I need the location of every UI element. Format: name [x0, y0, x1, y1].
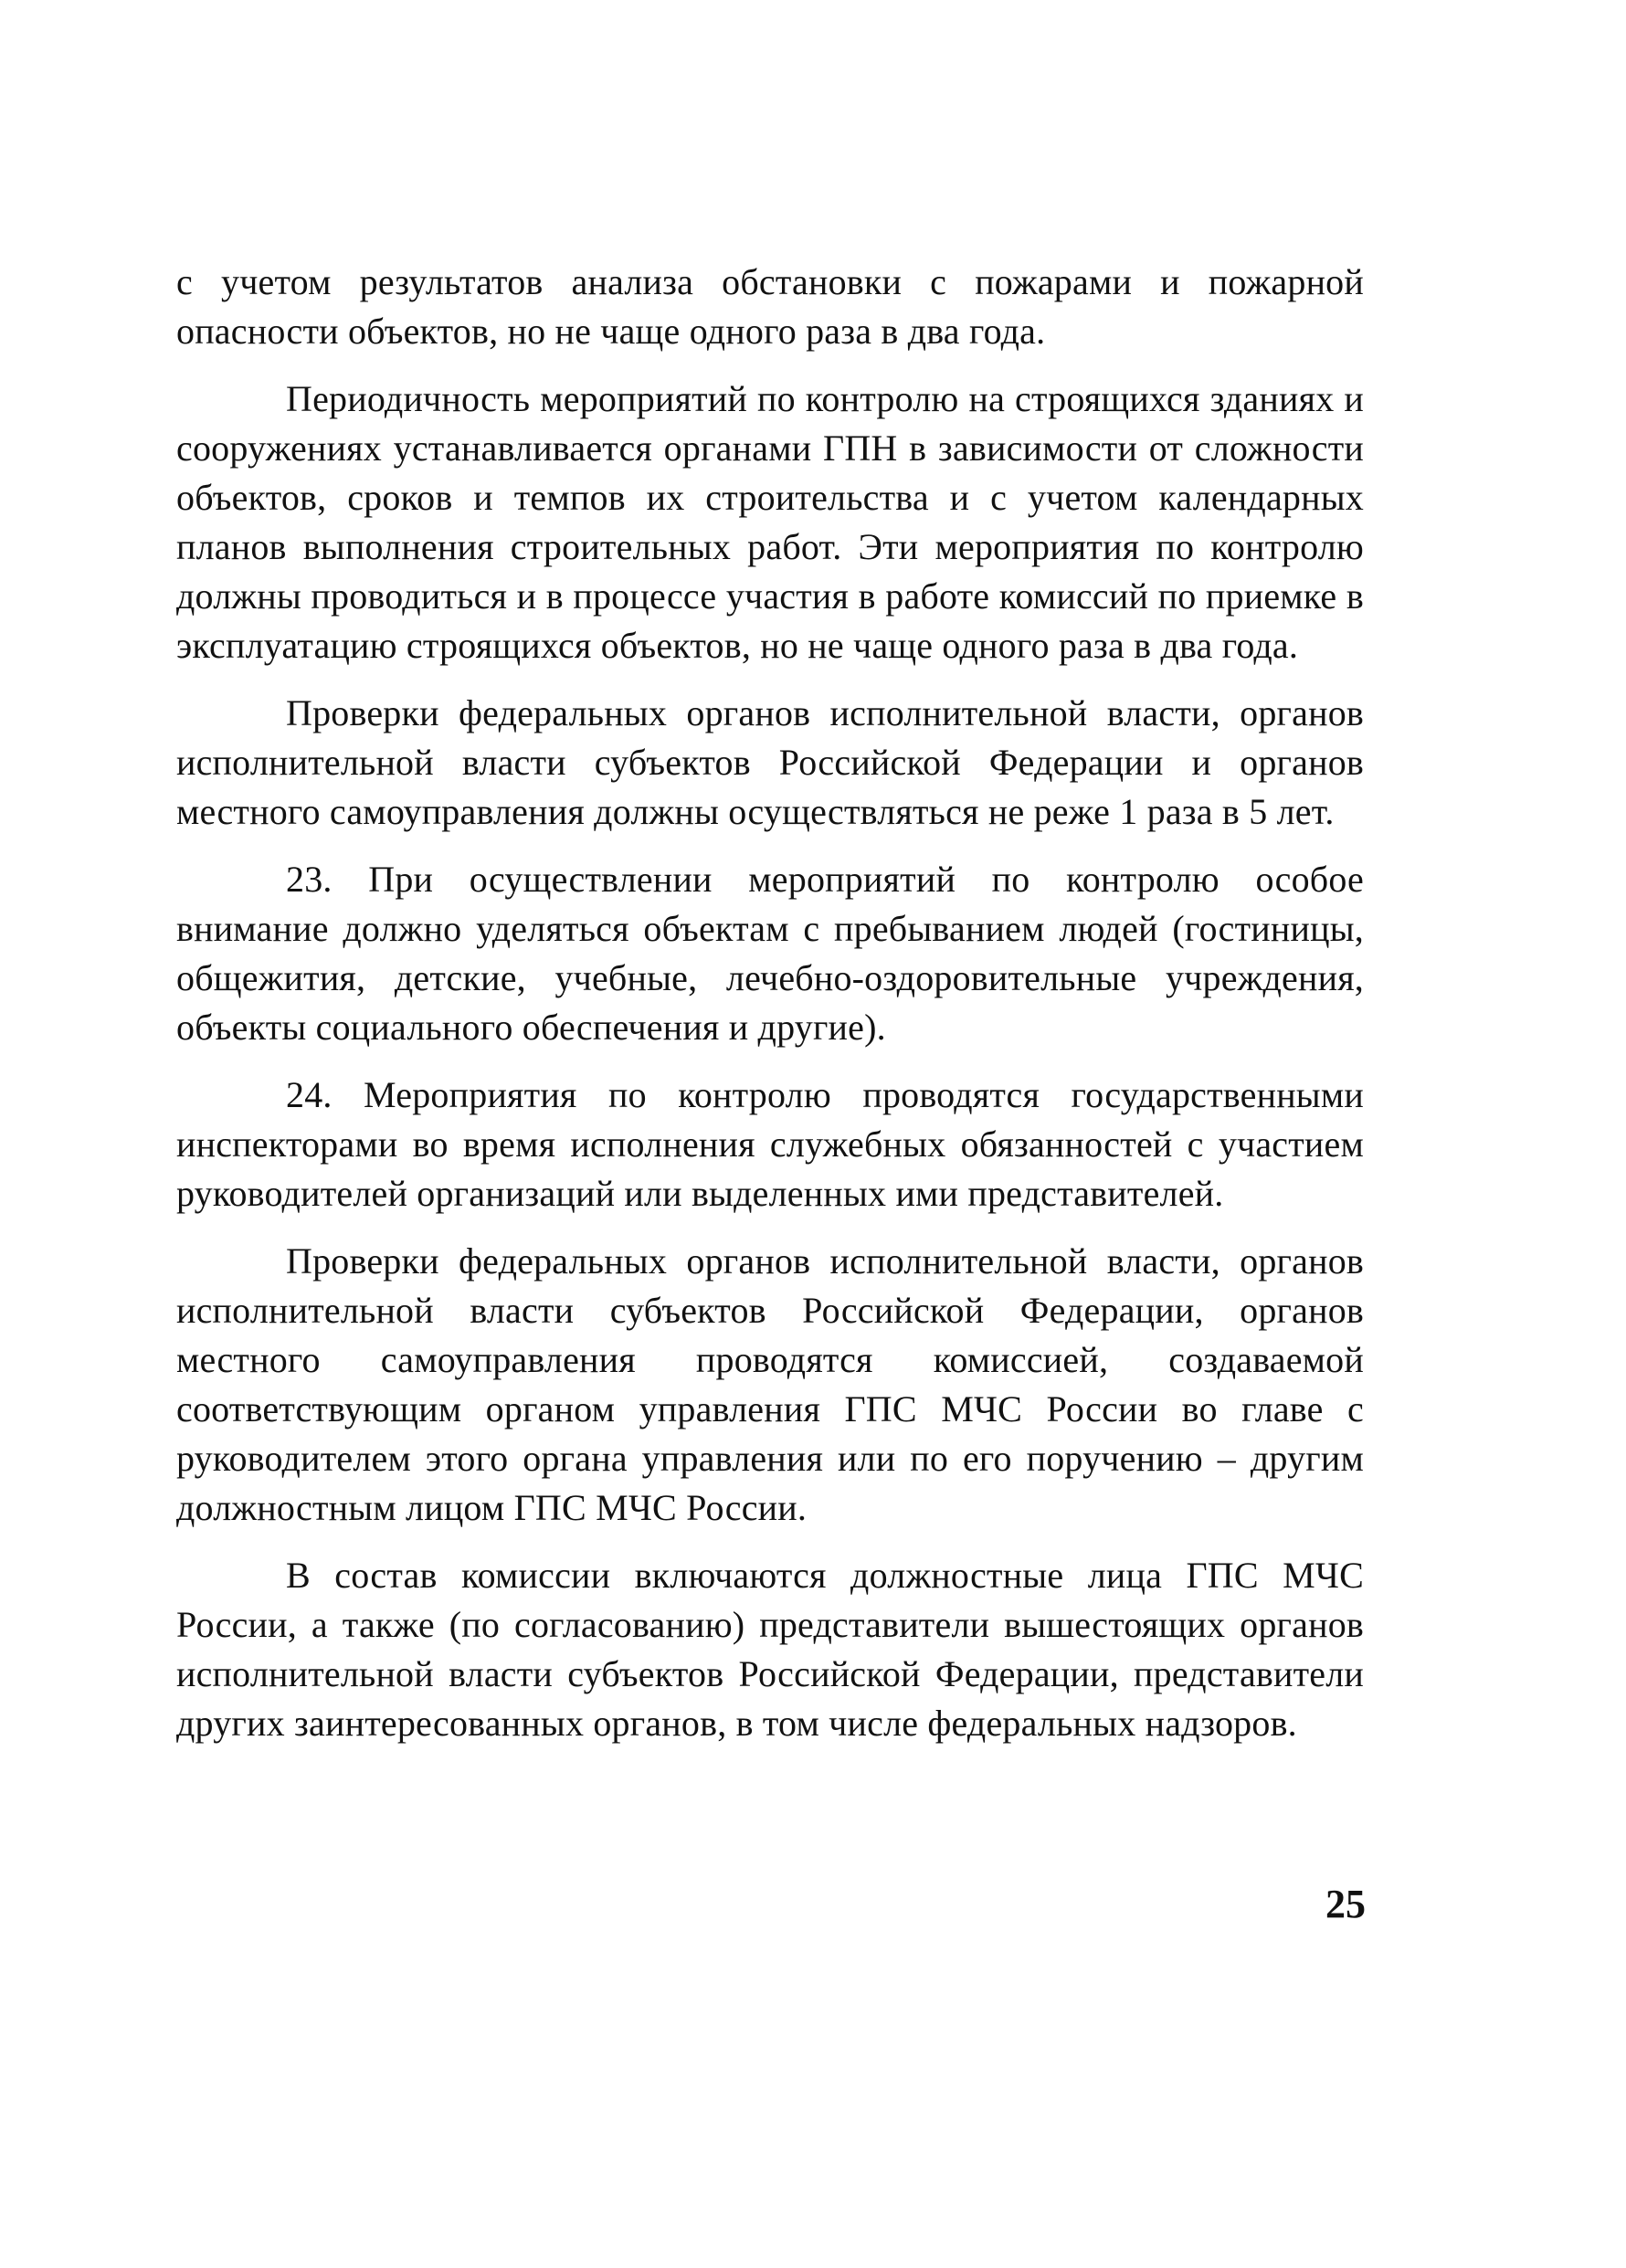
paragraph-item-24: 24. Мероприятия по контролю проводятся государственными инспекторами во время исполнения служебных обязанностей с участием руководителей организаций или выделенных ими представителей.: [176, 1074, 1364, 1214]
paragraph-federal-inspections-frequency: Проверки федеральных органов исполнительной власти, органов исполнительной власти субъектов Российской Федерации и органов местного самоуправления должны осуществляться не реже 1 раза в 5 лет.: [176, 692, 1364, 832]
paragraph-commission-inspections: Проверки федеральных органов исполнительной власти, органов исполнительной власти субъектов Российской Федерации, органов местного самоуправления проводятся комиссией, создаваемой соответствующим органом управления ГПС МЧС России во главе с руководителем этого органа управления или по его поручению – другим должностным лицом ГПС МЧС России.: [176, 1240, 1364, 1528]
body-text: [176, 258, 1364, 1767]
paragraph-commission-members: В состав комиссии включаются должностные лица ГПС МЧС России, а также (по согласованию) представители вышестоящих органов исполнительной власти субъектов Российской Федерации, представители других заинтересованных органов, в том числе федеральных надзоров.: [176, 1555, 1364, 1744]
paragraph-construction-periodicity: Периодичность мероприятий по контролю на строящихся зданиях и сооружениях устанавливается органами ГПН в зависимости от сложности объектов, сроков и темпов их строительства и с учетом календарных планов выполнения строительных работ. Эти мероприятия по контролю должны проводиться и в процессе участия в работе комиссий по приемке в эксплуатацию строящихся объектов, но не чаще одного раза в два года.: [176, 378, 1364, 666]
paragraph-item-23: 23. При осуществлении мероприятий по контролю особое внимание должно уделяться объектам с пребыванием людей (гостиницы, общежития, детские, учебные, лечебно-оздоровительные учреждения, объекты социального обеспечения и другие).: [176, 859, 1364, 1048]
page-number: 25: [1325, 1882, 1366, 1926]
paragraph-continuation: с учетом результатов анализа обстановки с пожарами и пожарной опасности объектов, но не чаще одного раза в два года.: [176, 261, 1364, 352]
